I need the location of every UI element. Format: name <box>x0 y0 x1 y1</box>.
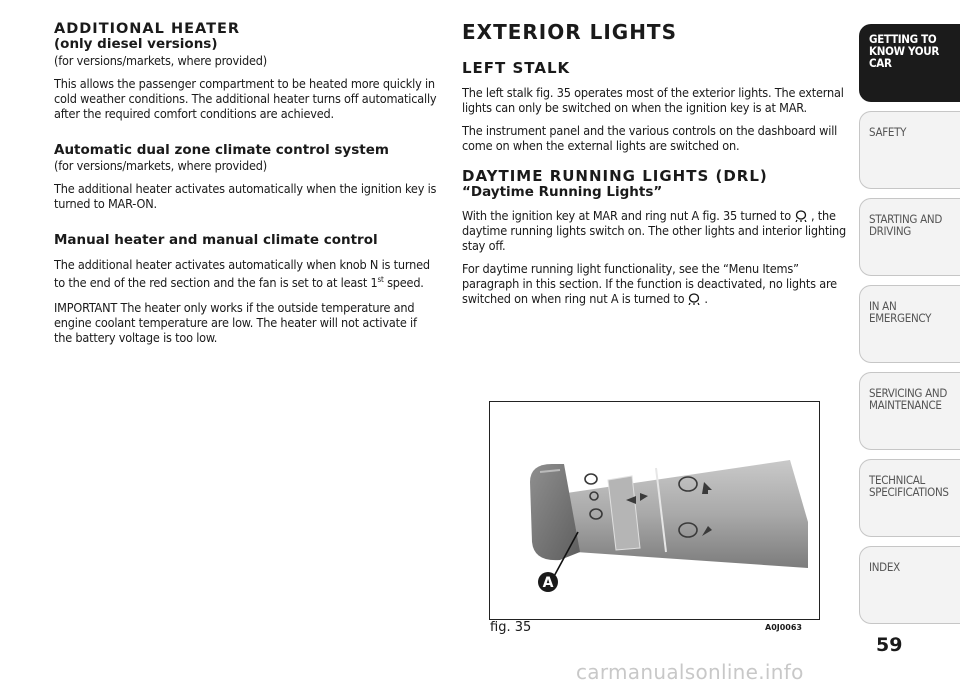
drl-paragraph-1 <box>462 208 846 253</box>
tab-label: IN AN EMERGENCY <box>869 299 932 325</box>
drl-p2-text-b: . <box>704 291 708 307</box>
page-number: 59 <box>876 634 903 656</box>
figure-caption: fig. 35 <box>490 620 532 635</box>
figure-code: A0J0063 <box>765 623 802 632</box>
left-stalk-paragraph-1: The left stalk fig. 35 operates most of the exterior lights. The external lights can only be switched on when the ignition key is at MAR. <box>462 84 844 115</box>
left-stalk-paragraph-2: The instrument panel and the various controls on the dashboard will come on when the external lights are switched on. <box>462 122 838 153</box>
tab-getting-to-know-your-car[interactable] <box>859 24 960 102</box>
callout-a-label: A <box>542 575 554 591</box>
stalk-body-shape <box>560 460 808 568</box>
auto-climate-paragraph: The additional heater activates automatically when the ignition key is turned to MAR-ON. <box>54 181 437 212</box>
additional-heater-heading: ADDITIONAL HEATER <box>54 21 241 37</box>
left-stalk-illustration <box>490 402 819 619</box>
left-stalk-figure <box>489 401 820 620</box>
auto-climate-heading: Automatic dual zone climate control system <box>54 141 389 158</box>
drl-p2-text-a: For daytime running light functionality, see the “Menu Items” paragraph in this section. If the function is deactivated, no lights are switched on when ring nut A is turned to <box>462 261 837 307</box>
manual-text-b: speed. <box>383 274 424 290</box>
manual-climate-paragraph <box>54 257 438 290</box>
tab-starting-and-driving[interactable] <box>859 198 960 276</box>
exterior-lights-heading: EXTERIOR LIGHTS <box>462 20 677 44</box>
tab-safety[interactable] <box>859 111 960 189</box>
manual-text-superscript: st <box>377 274 384 284</box>
watermark: carmanualsonline.info <box>576 660 804 684</box>
drl-p1-text-b: , the daytime running lights switch on. The other lights and interior lighting stay off. <box>462 208 847 254</box>
tab-technical-specifications[interactable] <box>859 459 960 537</box>
diesel-versions-subheading: (only diesel versions) <box>54 36 218 53</box>
left-stalk-heading: LEFT STALK <box>462 59 571 77</box>
versions-note: (for versions/markets, where provided) <box>54 52 267 68</box>
important-note-paragraph: IMPORTANT The heater only works if the outside temperature and engine coolant temperature are low. The heater will not activate if the battery voltage is too low. <box>54 299 417 345</box>
tab-servicing-and-maintenance[interactable] <box>859 372 960 450</box>
right-column <box>462 22 846 314</box>
tab-label: STARTING AND DRIVING <box>869 212 943 238</box>
drl-heading: DAYTIME RUNNING LIGHTS (DRL) <box>462 166 768 185</box>
tab-label: TECHNICAL SPECIFICATIONS <box>869 473 949 499</box>
drl-subheading: “Daytime Running Lights” <box>462 183 663 200</box>
tab-label: GETTING TO KNOW YOUR CAR <box>869 32 940 70</box>
tab-index[interactable] <box>859 546 960 624</box>
tab-label: SAFETY <box>869 125 907 139</box>
daytime-running-light-icon <box>794 210 808 222</box>
stalk-end-cap <box>530 464 580 560</box>
heater-intro-paragraph: This allows the passenger compartment to be heated more quickly in cold weather conditions. The additional heater turns off automatically after the required comfort conditions are achieved. <box>54 75 437 121</box>
drl-p1-text-a: With the ignition key at MAR and ring nut A fig. 35 turned to <box>462 208 791 224</box>
daytime-running-light-icon <box>687 293 701 305</box>
chapter-sidebar <box>859 24 960 633</box>
left-column <box>54 22 438 353</box>
drl-paragraph-2 <box>462 261 846 306</box>
auto-climate-note: (for versions/markets, where provided) <box>54 158 267 174</box>
tab-label: INDEX <box>869 560 900 574</box>
manual-climate-heading: Manual heater and manual climate control <box>54 232 378 249</box>
manual-text-a: The additional heater activates automatically when knob N is turned to the end of the red section and the fan is set to at least 1 <box>54 256 430 290</box>
tab-label: SERVICING AND MAINTENANCE <box>869 386 947 412</box>
tab-in-an-emergency[interactable] <box>859 285 960 363</box>
